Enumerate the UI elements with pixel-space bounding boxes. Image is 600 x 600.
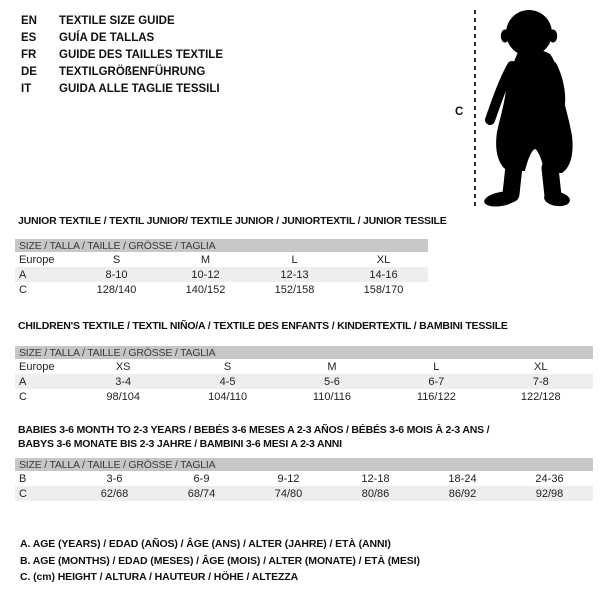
language-code: DE [21,66,37,78]
age-cell: 3-4 [71,374,175,389]
babies-textile-section [15,423,593,501]
language-code: FR [21,49,37,61]
age-cell: 10-12 [161,267,250,282]
junior-table-title: JUNIOR TEXTILE / TEXTIL JUNIOR/ TEXTILE JUNIOR / JUNIORTEXTIL / JUNIOR TESSILE [18,215,447,227]
guide-title-it: GUIDA ALLE TAGLIE TESSILI [59,83,220,95]
size-cell: XL [534,360,548,373]
babies-size-table [15,458,593,501]
height-cell: 74/80 [245,486,332,501]
height-cell: 158/170 [363,283,404,296]
months-cell: 3-6 [106,472,123,485]
table-row [15,282,428,297]
height-cell: 128/140 [96,283,137,296]
note-age-years: A. AGE (YEARS) / EDAD (AÑOS) / ÂGE (ANS) / ALTER (JAHRE) / ETÀ (ANNI) [20,538,391,550]
table-row [15,359,593,374]
legend-notes [20,536,420,586]
guide-title-es: GUÍA DE TALLAS [59,32,155,44]
language-title-list [21,13,223,98]
months-cell: 12-18 [361,472,390,485]
babies-table-title-line2: BABYS 3-6 MONATE BIS 2-3 JAHRE / BAMBINI 3-6 MESI A 2-3 ANNI [18,438,342,450]
row-label: C [19,390,27,403]
children-size-table [15,346,593,404]
height-cell: 92/98 [506,486,593,501]
baby-silhouette-icon [480,8,584,208]
months-cell: 18-24 [448,472,477,485]
size-cell: XS [115,360,131,373]
table-row [15,252,428,267]
height-measure-dashed-line [474,10,476,206]
age-cell: 14-16 [339,267,428,282]
language-code: IT [21,83,32,95]
table-row [15,486,593,501]
size-cell: L [291,253,298,266]
table-row [15,374,593,389]
age-cell: 7-8 [489,374,593,389]
row-label: B [19,472,27,485]
height-cell: 104/110 [208,390,248,403]
height-cell: 86/92 [419,486,506,501]
table-row [15,389,593,404]
language-code: ES [21,32,37,44]
age-cell: 6-7 [384,374,488,389]
size-header-bar: SIZE / TALLA / TAILLE / GRÖSSE / TAGLIA [15,239,428,252]
language-row-es [21,30,223,47]
height-measure-label: C [455,106,464,118]
table-row [15,471,593,486]
months-cell: 24-36 [535,472,564,485]
row-label: A [15,267,72,282]
children-textile-section [15,319,593,404]
size-cell: S [223,360,232,373]
children-table-title: CHILDREN'S TEXTILE / TEXTIL NIÑO/A / TEXTILE DES ENFANTS / KINDERTEXTIL / BAMBINI TESSILE [18,320,508,332]
size-cell: M [327,360,337,373]
row-label: C [15,486,71,501]
months-cell: 9-12 [277,472,300,485]
table-row [15,267,428,282]
age-cell: 5-6 [280,374,384,389]
size-cell: S [112,253,121,266]
height-cell: 122/128 [520,390,561,403]
guide-title-de: TEXTILGRÖßENFÜHRUNG [59,66,206,78]
size-cell: M [200,253,211,266]
height-cell: 140/152 [185,283,226,296]
height-cell: 98/104 [106,390,141,403]
row-label: A [15,374,71,389]
babies-table-title [15,423,593,451]
language-row-it [21,81,223,98]
height-cell: 62/68 [71,486,158,501]
size-header-bar: SIZE / TALLA / TAILLE / GRÖSSE / TAGLIA [15,346,593,359]
row-label: Europe [19,360,55,373]
language-code: EN [21,15,37,27]
note-height: C. (cm) HEIGHT / ALTURA / HAUTEUR / HÖHE / ALTEZZA [20,571,299,583]
row-label: C [19,283,27,296]
age-cell: 4-5 [175,374,279,389]
guide-title-en: TEXTILE SIZE GUIDE [59,15,175,27]
language-row-en [21,13,223,30]
row-label: Europe [19,253,55,266]
size-header-bar: SIZE / TALLA / TAILLE / GRÖSSE / TAGLIA [15,458,593,471]
language-row-de [21,64,223,81]
size-cell: L [433,360,440,373]
junior-size-table [15,239,428,297]
junior-textile-section [15,214,447,297]
age-cell: 12-13 [250,267,339,282]
height-cell: 152/158 [274,283,315,296]
guide-title-fr: GUIDE DES TAILLES TEXTILE [59,49,223,61]
language-row-fr [21,47,223,64]
months-cell: 6-9 [193,472,210,485]
babies-table-title-line1: BABIES 3-6 MONTH TO 2-3 YEARS / BEBÉS 3-6 MESES A 2-3 AÑOS / BÉBÉS 3-6 MOIS À 2-3 ANS / [18,424,490,436]
height-cell: 110/116 [312,390,352,403]
note-age-months: B. AGE (MONTHS) / EDAD (MESES) / ÂGE (MOIS) / ALTER (MONATE) / ETÀ (MESI) [20,554,420,567]
age-cell: 8-10 [72,267,161,282]
size-cell: XL [376,253,391,266]
height-cell: 68/74 [158,486,245,501]
height-cell: 80/86 [332,486,419,501]
height-cell: 116/122 [416,390,456,403]
